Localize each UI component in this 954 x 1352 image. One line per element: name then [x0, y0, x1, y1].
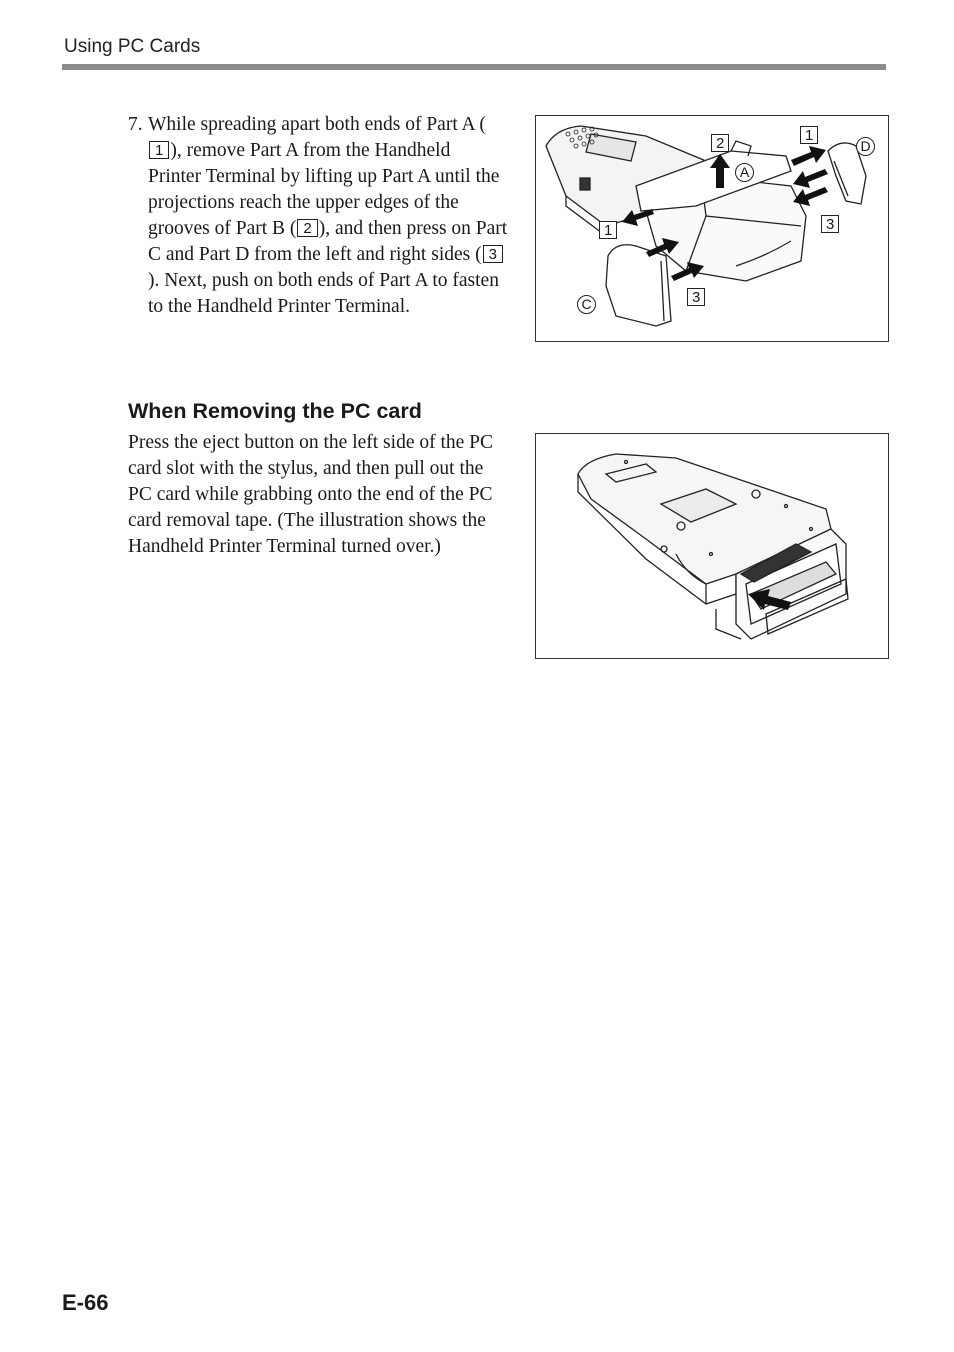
label-part-a: A [735, 163, 754, 182]
label-3-bottom: 3 [687, 288, 705, 306]
label-part-c: C [577, 295, 596, 314]
step-7 [128, 112, 508, 320]
step-text [128, 112, 508, 320]
section-title: When Removing the PC card [128, 399, 422, 423]
step-number: 7. [128, 114, 143, 135]
figure-remove-pc-card [535, 433, 889, 659]
ref-box-1: 1 [149, 141, 169, 159]
running-header: Using PC Cards [64, 36, 201, 57]
label-1-top: 1 [800, 126, 818, 144]
step-text-4: ). Next, push on both ends of Part A to fasten to the Handheld Printer Terminal. [148, 270, 499, 317]
label-1-left: 1 [599, 221, 617, 239]
page-number: E-66 [62, 1290, 109, 1315]
header-rule [62, 64, 886, 70]
pc-card-removal-illustration [536, 434, 888, 658]
section-body: Press the eject button on the left side of the PC card slot with the stylus, and then pull out the PC card while grabbing onto the end of the PC card removal tape. (The illustration shows the Handheld Printer Terminal turned over.) [128, 432, 494, 557]
figure-remove-part-a [535, 115, 889, 342]
ref-box-2: 2 [297, 219, 317, 237]
step-text-3: ), and then press on Part C and Part D from the left and right sides ( [148, 218, 508, 265]
label-part-d: D [856, 137, 875, 156]
step-text-2: ), remove Part A from the Handheld Printer Terminal by lifting up Part A until the projections reach the upper edges of the grooves of Part B ( [148, 140, 500, 239]
ref-box-3: 3 [483, 245, 503, 263]
label-3-right: 3 [821, 215, 839, 233]
step-text-1: While spreading apart both ends of Part A ( [148, 114, 486, 135]
label-2: 2 [711, 134, 729, 152]
